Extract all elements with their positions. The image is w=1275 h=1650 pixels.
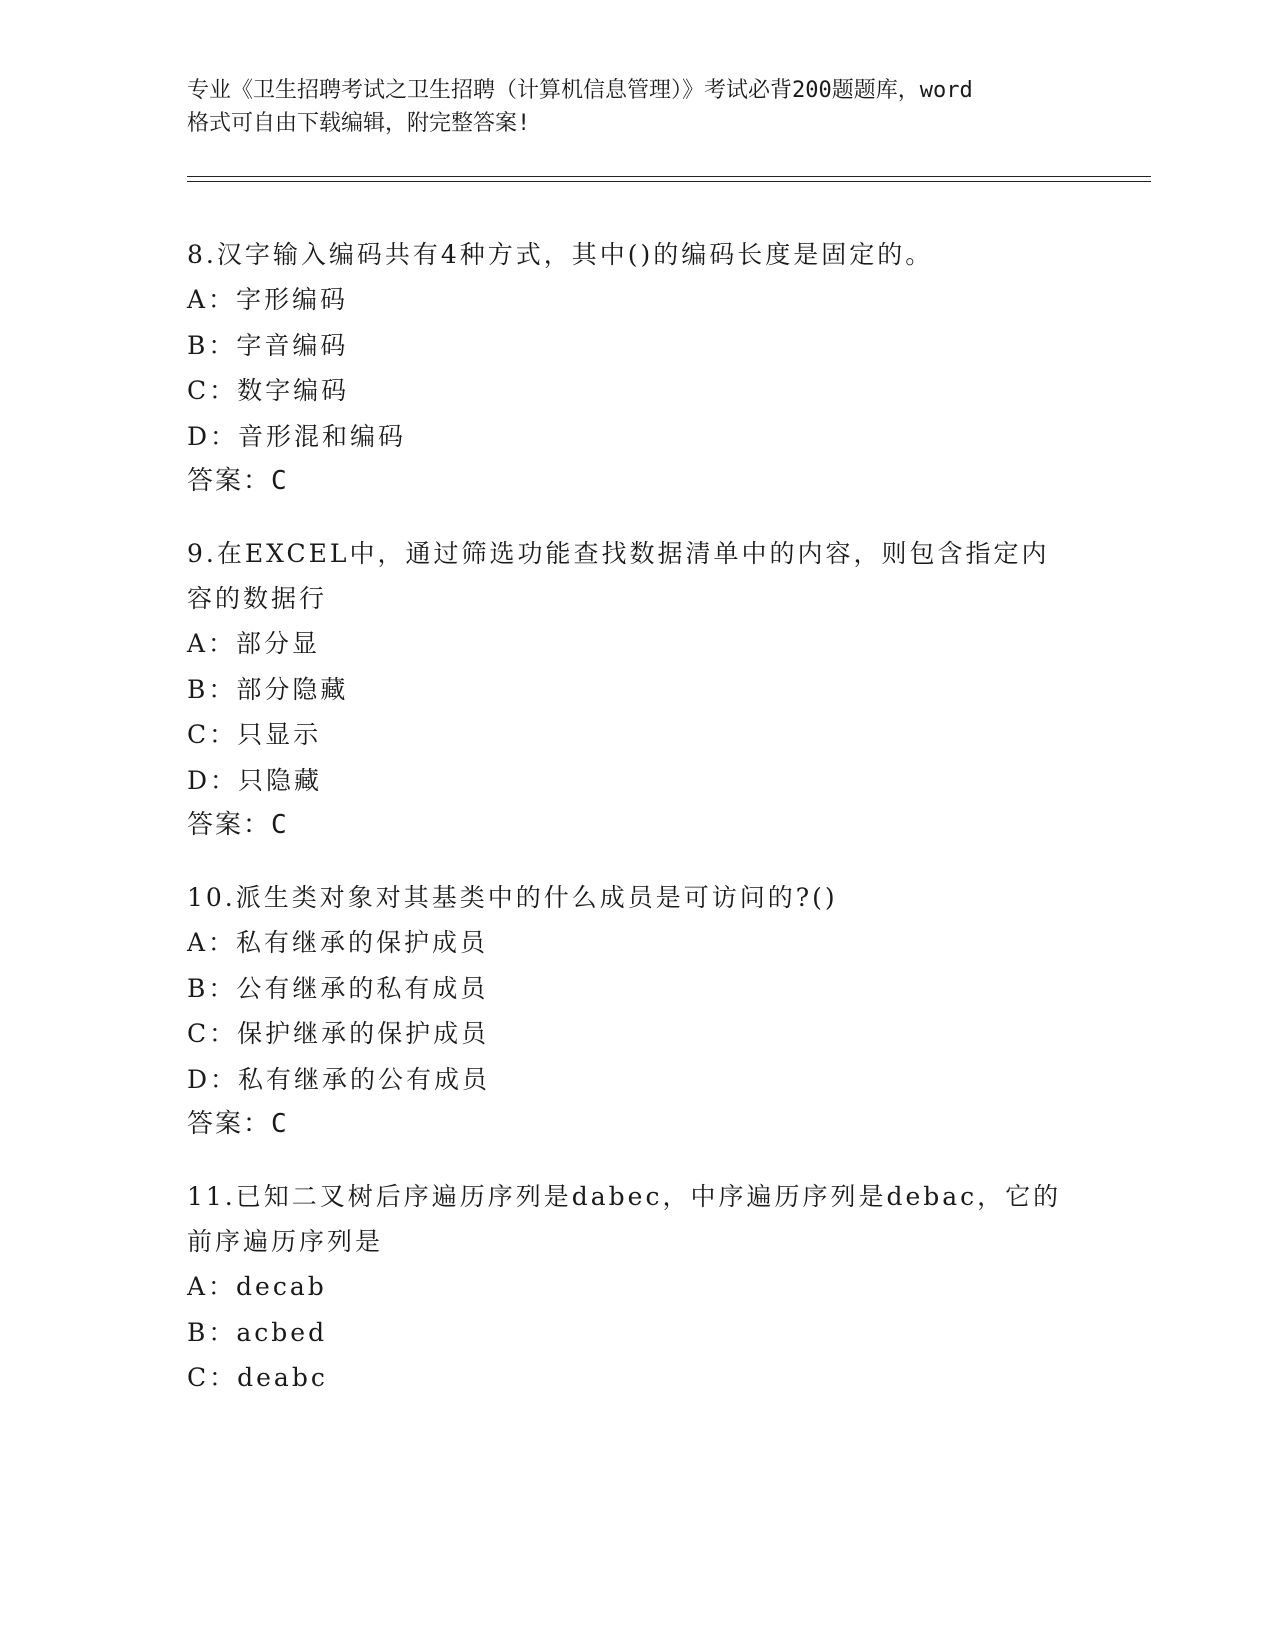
option-c: C：数字编码: [187, 376, 350, 405]
question-text: 11.已知二叉树后序遍历序列是dabec，中序遍历序列是debac，它的前序遍历序列是: [187, 1182, 1062, 1256]
option-c: C：只显示: [187, 720, 322, 749]
option-b: B：公有继承的私有成员: [187, 973, 489, 1003]
answer: 答案：C: [187, 466, 289, 496]
header-line-2: 格式可自由下载编辑，附完整答案!: [187, 111, 531, 136]
answer: 答案：C: [187, 810, 289, 840]
option-a: A：部分显: [187, 629, 321, 658]
answer: 答案：C: [187, 1109, 289, 1139]
header-line-1: 专业《卫生招聘考试之卫生招聘（计算机信息管理）》考试必背200题题库，word: [187, 78, 973, 103]
header-divider-top: [187, 176, 1151, 177]
option-b: B：部分隐藏: [187, 674, 349, 704]
question-11: [187, 1174, 1147, 1401]
option-c: C：deabc: [187, 1363, 328, 1392]
question-8: [187, 232, 1147, 504]
question-text: 10.派生类对象对其基类中的什么成员是可访问的?(): [187, 883, 838, 912]
question-text: 9.在EXCEL中，通过筛选功能查找数据清单中的内容，则包含指定内容的数据行: [187, 539, 1050, 613]
option-b: B：字音编码: [187, 330, 349, 360]
option-b: B：acbed: [187, 1317, 328, 1347]
option-d: D：私有继承的公有成员: [187, 1064, 491, 1094]
option-d: D：音形混和编码: [187, 421, 407, 451]
question-9: [187, 531, 1147, 848]
header-divider-bottom: [187, 181, 1151, 182]
option-c: C：保护继承的保护成员: [187, 1019, 490, 1048]
question-list: [187, 232, 1147, 1428]
option-a: A：decab: [187, 1272, 327, 1301]
option-d: D：只隐藏: [187, 765, 323, 795]
question-text: 8.汉字输入编码共有4种方式，其中()的编码长度是固定的。: [187, 240, 934, 269]
option-a: A：字形编码: [187, 285, 349, 314]
option-a: A：私有继承的保护成员: [187, 928, 489, 957]
question-10: [187, 875, 1147, 1147]
document-header: [187, 74, 1087, 140]
